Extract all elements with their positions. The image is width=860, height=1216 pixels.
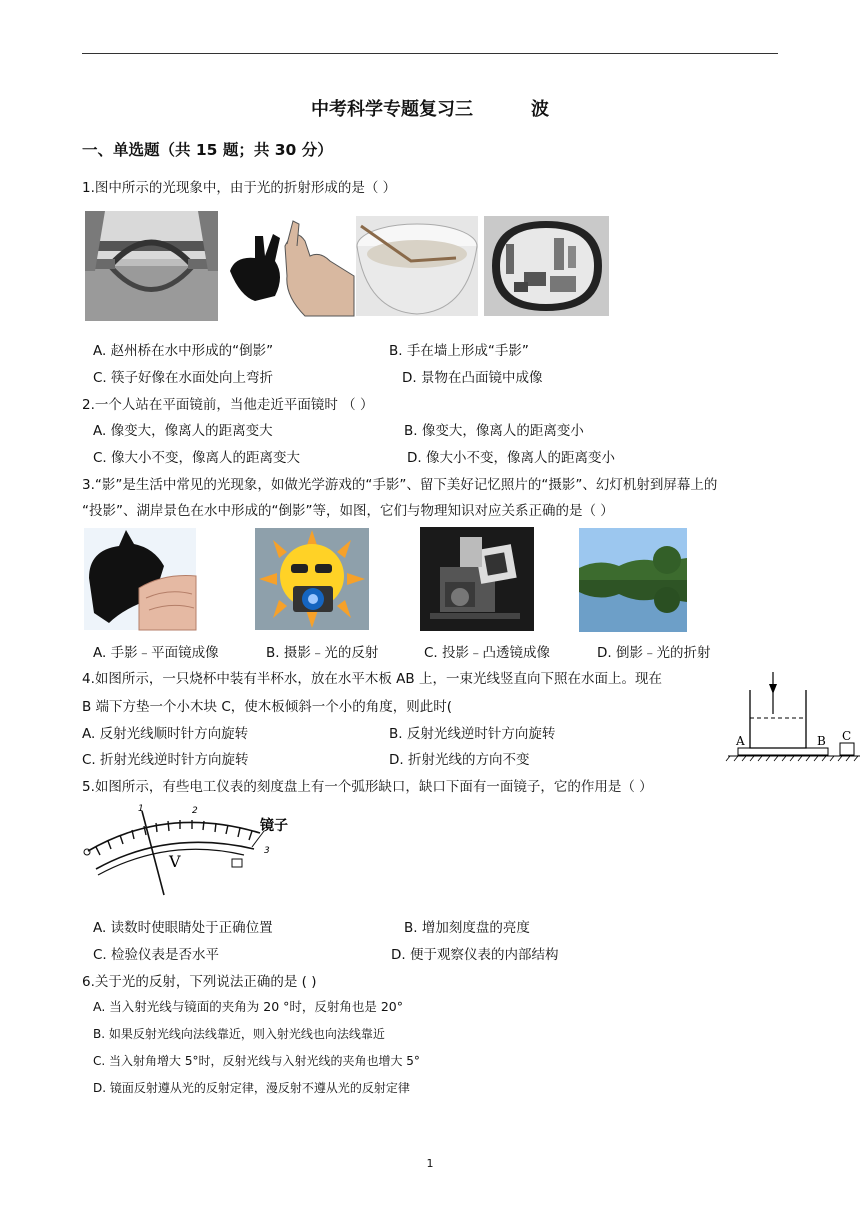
q2-option-c[interactable]: C. 像大小不变，像离人的距离变大 — [93, 450, 301, 466]
question-4-line1: 4.如图所示，一只烧杯中装有半杯水，放在水平木板 AB 上，一束光线竖直向下照在水面上。现在 — [82, 671, 662, 687]
q4-label-b: B — [817, 734, 826, 748]
q1-option-b[interactable]: B. 手在墙上形成“手影” — [389, 343, 529, 359]
q6-option-b[interactable]: B. 如果反射光线向法线靠近，则入射光线也向法线靠近 — [93, 1027, 385, 1041]
q3-option-d[interactable]: D. 倒影﹣光的折射 — [597, 645, 711, 661]
question-6-text: 6.关于光的反射，下列说法正确的是 ( ) — [82, 974, 317, 990]
q3-option-b[interactable]: B. 摄影﹣光的反射 — [266, 645, 379, 661]
question-5-text: 5.如图所示，有些电工仪表的刻度盘上有一个弧形缺口，缺口下面有一面镜子，它的作用是（ ） — [82, 779, 653, 795]
q3-image-projector — [420, 527, 534, 631]
q1-option-c[interactable]: C. 筷子好像在水面处向上弯折 — [93, 370, 274, 386]
q5-option-c[interactable]: C. 检验仪表是否水平 — [93, 947, 220, 963]
q5-option-d[interactable]: D. 便于观察仪表的内部结构 — [391, 947, 559, 963]
q3-image-hand-shadow — [84, 528, 196, 630]
q4-label-c: C — [842, 729, 852, 743]
q3-image-sun-camera — [255, 528, 369, 630]
q2-option-d[interactable]: D. 像大小不变，像离人的距离变小 — [407, 450, 615, 466]
q5-meter-figure — [82, 803, 288, 903]
q3-option-a[interactable]: A. 手影﹣平面镜成像 — [93, 645, 219, 661]
q6-option-a[interactable]: A. 当入射光线与镜面的夹角为 20 °时，反射角也是 20° — [93, 999, 404, 1014]
q5-tick-3: 3 — [264, 846, 270, 856]
question-4-line2: B 端下方垫一个小木块 C，使木板倾斜一个小的角度，则此时( — [82, 699, 453, 715]
q2-option-b[interactable]: B. 像变大，像离人的距离变小 — [404, 423, 584, 439]
title-topic: 波 — [531, 99, 549, 120]
q3-option-c[interactable]: C. 投影﹣凸透镜成像 — [424, 645, 551, 661]
q1-option-a[interactable]: A. 赵州桥在水中形成的“倒影” — [93, 343, 274, 359]
section-heading: 一、单选题（共 15 题；共 30 分） — [82, 141, 333, 159]
q4-option-b[interactable]: B. 反射光线逆时针方向旋转 — [389, 726, 556, 742]
title-main: 中考科学专题复习三 — [311, 99, 473, 120]
q5-tick-2: 2 — [192, 806, 198, 816]
question-3-line2: “投影”、湖岸景色在水中形成的“倒影”等，如图，它们与物理知识对应关系正确的是（ ） — [82, 503, 614, 519]
q3-image-lake-reflection — [579, 528, 687, 632]
header-rule — [82, 53, 778, 54]
q5-option-b[interactable]: B. 增加刻度盘的亮度 — [404, 920, 530, 936]
q2-option-a[interactable]: A. 像变大，像离人的距离变大 — [93, 423, 273, 439]
page-number: 1 — [426, 1157, 434, 1170]
q5-option-a[interactable]: A. 读数时使眼睛处于正确位置 — [93, 920, 273, 936]
q4-option-a[interactable]: A. 反射光线顺时针方向旋转 — [82, 726, 249, 742]
q5-unit-label: V — [169, 852, 181, 871]
q4-beaker-figure — [728, 670, 860, 762]
question-3-line1: 3.“影”是生活中常见的光现象，如做光学游戏的“手影”、留下美好记忆照片的“摄影”、幻灯机射到屏幕上的 — [82, 477, 718, 493]
q4-option-d[interactable]: D. 折射光线的方向不变 — [389, 752, 530, 768]
page-title — [0, 95, 860, 121]
q4-option-c[interactable]: C. 折射光线逆时针方向旋转 — [82, 752, 249, 768]
q4-label-a: A — [736, 734, 745, 748]
q6-option-d[interactable]: D. 镜面反射遵从光的反射定律，漫反射不遵从光的反射定律 — [93, 1081, 410, 1095]
question-2-text: 2.一个人站在平面镜前，当他走近平面镜时 （ ） — [82, 397, 374, 413]
q1-image-convex-mirror — [484, 216, 609, 316]
q6-option-c[interactable]: C. 当入射角增大 5°时，反射光线与入射光线的夹角也增大 5° — [93, 1054, 420, 1068]
q1-image-hand-shadow — [225, 216, 354, 316]
q5-tick-1: 1 — [138, 804, 144, 814]
q1-option-d[interactable]: D. 景物在凸面镜中成像 — [402, 370, 543, 386]
q1-image-chopstick-bowl — [356, 216, 478, 316]
q5-mirror-label: 镜子 — [260, 818, 288, 834]
q1-image-bridge — [85, 211, 218, 321]
question-1-text: 1.图中所示的光现象中，由于光的折射形成的是（ ） — [82, 180, 397, 196]
